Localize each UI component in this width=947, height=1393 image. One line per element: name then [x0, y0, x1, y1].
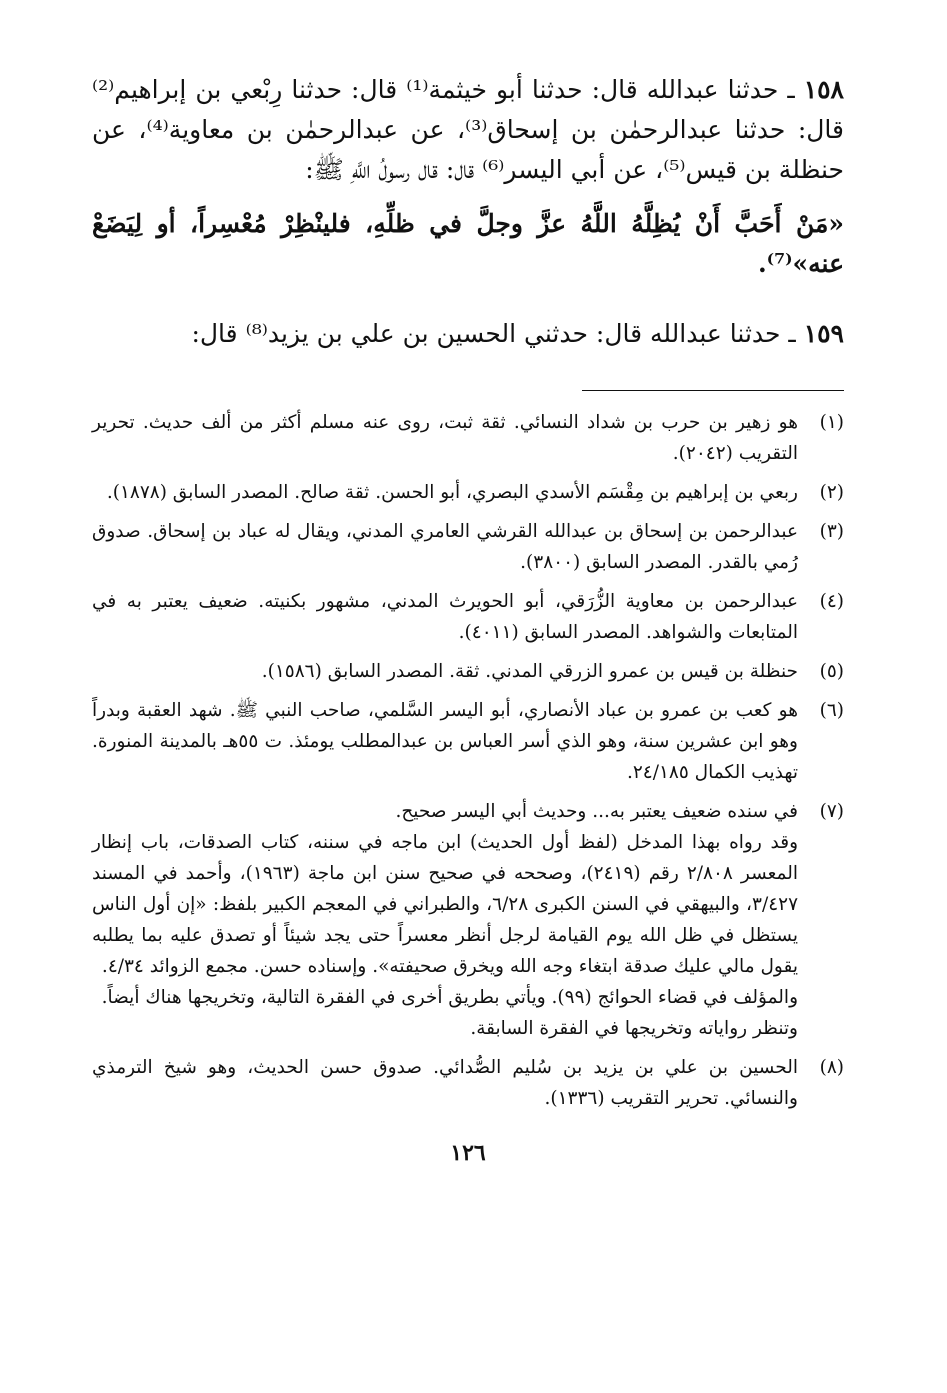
footnote-body	[92, 1052, 798, 1114]
footnote-text: عبدالرحمن بن إسحاق بن عبدالله القرشي العامري المدني، ويقال له عباد بن إسحاق. صدوق رُمي بالقدر. المصدر السابق (٣٨٠٠).	[92, 521, 798, 573]
footnote-number: (٤)	[819, 591, 844, 612]
footnote-text: هو زهير بن حرب بن شداد النسائي. ثقة ثبت، روى عنه مسلم أكثر من ألف حديث. تحرير التقريب (٢٠٤٢).	[92, 412, 798, 464]
footnote-text: ربعي بن إبراهيم بن مِقْسَم الأسدي البصري، أبو الحسن. ثقة صالح. المصدر السابق (١٨٧٨).	[106, 482, 798, 503]
footnote-body	[92, 656, 798, 687]
paragraph-158	[92, 70, 844, 190]
footnote-body	[92, 796, 798, 1044]
footnote-text: حنظلة بن قيس بن عمرو الزرقي المدني. ثقة. المصدر السابق (١٥٨٦).	[261, 661, 798, 682]
footnote	[92, 695, 844, 788]
footnote-number: (٣)	[819, 521, 844, 542]
footnote-text: عبدالرحمن بن معاوية الزُّرَقي، أبو الحويرث المدني، مشهور بكنيته. ضعيف يعتبر به في المتابعات والشواهد. المصدر السابق (٤٠١١).	[92, 591, 798, 643]
footnote	[92, 586, 844, 648]
footnote	[92, 796, 844, 1044]
footnote-text: في سنده ضعيف يعتبر به... وحديث أبي اليسر صحيح.	[395, 801, 798, 822]
hadith-text: «مَنْ أَحَبَّ أَنْ يُظِلَّهُ اللَّهُ عزَّ وجلَّ في ظلِّهِ، فلينْظِرْ مُعْسِراً، أو لِيَضَعْ عنه»⁽⁷⁾.	[92, 209, 844, 278]
footnote-number: (٧)	[819, 801, 844, 822]
footnote-text: الحسين بن علي بن يزيد بن سُليم الصُّدائي. صدوق حسن الحديث، وهو شيخ الترمذي والنسائي. تحرير التقريب (١٣٣٦).	[92, 1057, 798, 1109]
footnote	[92, 477, 844, 508]
footnote-body	[92, 586, 798, 648]
footnote	[92, 516, 844, 578]
footnote-text: هو كعب بن عمرو بن عباد الأنصاري، أبو اليسر السَّلمي، صاحب النبي ﷺ. شهد العقبة وبدراً وهو ابن عشرين سنة، وهو الذي أسر العباس بن عبدالمطلب يومئذ. ت ٥٥هـ بالمدينة المنورة. تهذيب الكمال ٢٤/١٨٥.	[92, 700, 798, 783]
footnote-text: وقد رواه بهذا المدخل (لفظ أول الحديث) ابن ماجه في سننه، كتاب الصدقات، باب إنظار المعسر ٢/٨٠٨ رقم (٢٤١٩)، وصححه في صحيح سنن ابن ماجة (١٩٦٣)، وأحمد في المسند ٣/٤٢٧، والبيهقي في السنن الكبرى ٦/٢٨، والطبراني في المعجم الكبير بلفظ: «إن أول الناس يستظل في ظل الله يوم القيامة لرجل أنظر معسراً حتى يجد شيئاً أو تصدق عليه بما يطلبه يقول مالي عليك صدقة ابتغاء وجه الله ويخرق صحيفته». وإسناده حسن. مجمع الزوائد ٤/٣٤.	[92, 832, 799, 977]
footnote-number: (٢)	[819, 482, 844, 503]
footnotes	[92, 407, 844, 1114]
footnote-number: (٨)	[819, 1057, 844, 1078]
paragraph-number: ١٥٩	[803, 319, 844, 348]
footnote-body	[92, 477, 798, 508]
main-text	[92, 70, 844, 354]
footnote-number: (٦)	[819, 700, 844, 721]
paragraph-text: ـ حدثنا عبدالله قال: حدثنا أبو خيثمة⁽¹⁾ قال: حدثنا رِبْعي بن إبراهيم⁽²⁾ قال: حدثنا عبدالرحمٰن بن إسحاق⁽³⁾، عن عبدالرحمٰن بن معاوية⁽⁴⁾، عن حنظلة بن قيس⁽⁵⁾، عن أبي اليسر⁽⁶⁾ قال: قال رسولُ اللَّهِ ﷺ:	[92, 75, 844, 184]
footnote-text: وتنظر رواياته وتخريجها في الفقرة السابقة.	[470, 1018, 798, 1039]
paragraph-text: ـ حدثنا عبدالله قال: حدثني الحسين بن علي بن يزيد⁽⁸⁾ قال:	[191, 319, 796, 348]
footnote-text: والمؤلف في قضاء الحوائج (٩٩). ويأتي بطريق أخرى في الفقرة التالية، وتخريجها هناك أيضاً.	[101, 987, 798, 1008]
paragraph-159	[92, 314, 844, 354]
page-number: ١٢٦	[450, 1140, 486, 1166]
page	[92, 70, 844, 1166]
footnote-body	[92, 695, 798, 788]
footnote	[92, 656, 844, 687]
footnote-body	[92, 516, 798, 578]
footnote-body	[92, 407, 798, 469]
footnote-number: (٥)	[819, 661, 844, 682]
footnote	[92, 407, 844, 469]
footnote-separator	[582, 390, 844, 391]
footnote	[92, 1052, 844, 1114]
paragraph-number: ١٥٨	[803, 75, 844, 104]
footnote-number: (١)	[819, 412, 844, 433]
